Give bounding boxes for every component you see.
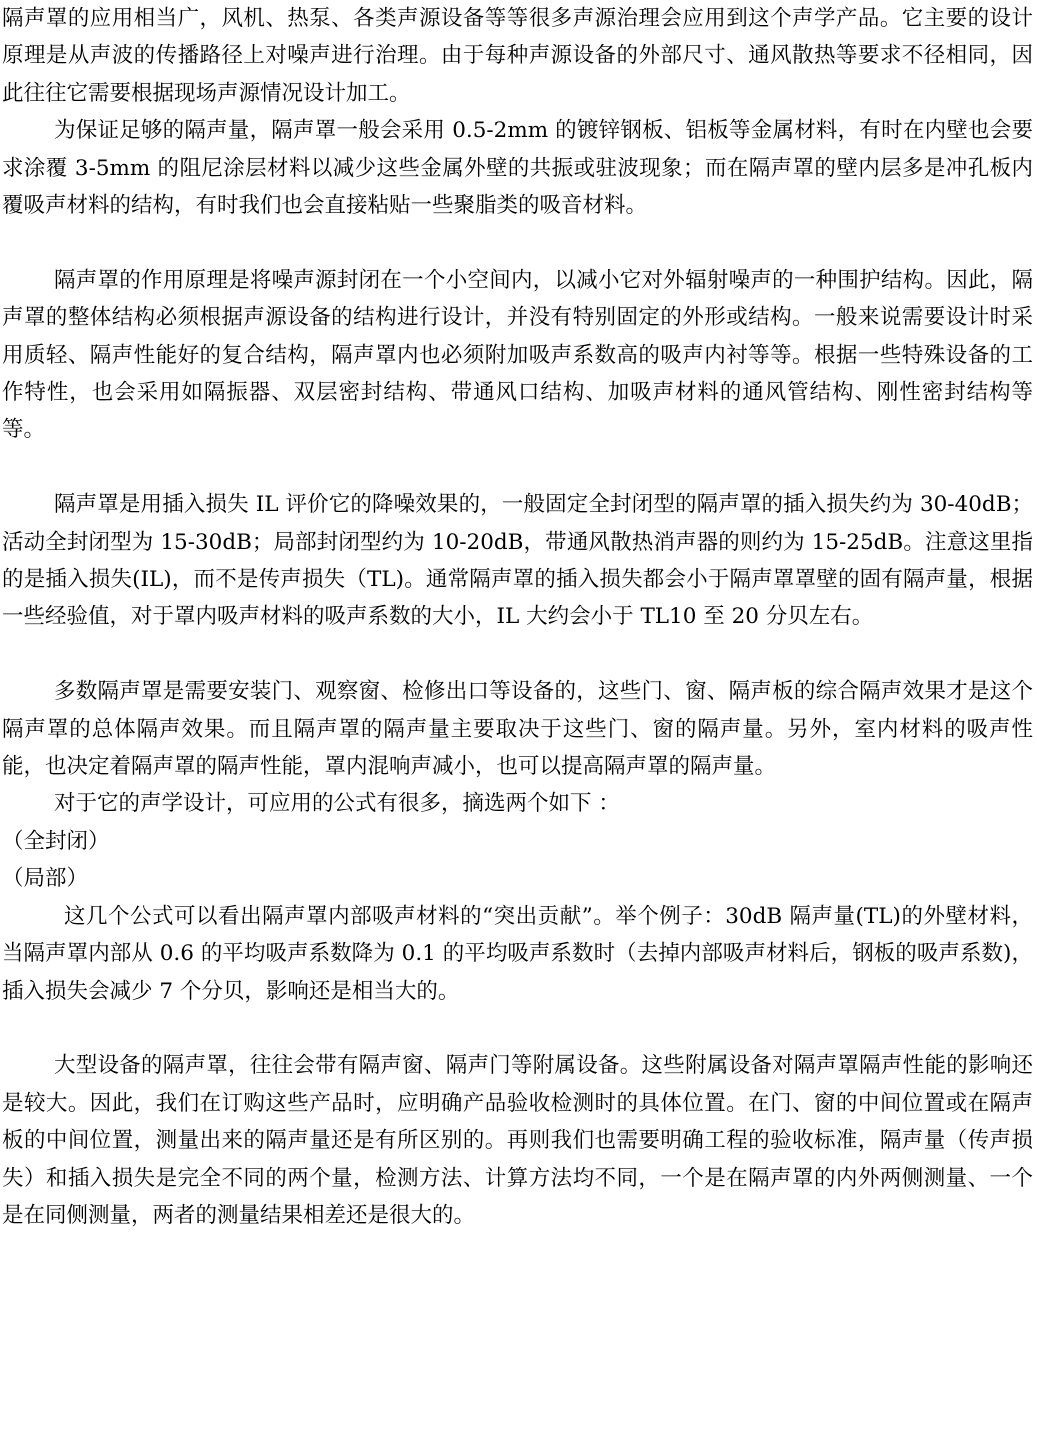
paragraph-spacer — [2, 636, 1033, 673]
paragraph-spacer — [2, 224, 1033, 261]
formula-label-full-enclosure: （全封闭） — [2, 828, 110, 854]
formula-label-partial: （局部） — [2, 866, 89, 892]
paragraph-formula-intro: 对于它的声学设计，可应用的公式有很多，摘选两个如下 ： — [54, 791, 620, 817]
paragraph-insertion-loss: 隔声罩是用插入损失 IL 评价它的降噪效果的，一般固定全封闭型的隔声罩的插入损失约为 30-40dB；活动全封闭型为 15-30dB；局部封闭型约为 10-20dB，带通风散热消声器的则约为 15-25dB。注意这里指的是插入损失(IL)，而不是传声损失（TL)。通常隔声罩的插入损失都会小于隔声罩罩壁的固有隔声量，根据一些经验值，对于罩内吸声材料的吸声系数的大小，IL 大约会小于 TL10 至 20 分贝左右。 — [2, 492, 1033, 630]
paragraph-doors-windows: 多数隔声罩是需要安装门、观察窗、检修出口等设备的，这些门、窗、隔声板的综合隔声效果才是这个隔声罩的总体隔声效果。而且隔声罩的隔声量主要取决于这些门、窗的隔声量。另外，室内材料的吸声性能，也决定着隔声罩的隔声性能，罩内混响声减小，也可以提高隔声罩的隔声量。 — [2, 679, 1033, 780]
paragraph-example: 这几个公式可以看出隔声罩内部吸声材料的“突出贡献”。举个例子：30dB 隔声量(TL)的外壁材料，当隔声罩内部从 0.6 的平均吸声系数降为 0.1 的平均吸声系数时（去掉内部吸声材料后，钢板的吸声系数)，插入损失会减少 7 个分贝，影响还是相当大的。 — [2, 903, 1033, 1004]
paragraph-principle: 隔声罩的作用原理是将噪声源封闭在一个小空间内，以减小它对外辐射噪声的一种围护结构。因此，隔声罩的整体结构必须根据声源设备的结构进行设计，并没有特别固定的外形或结构。一般来说需要设计时采用质轻、隔声性能好的复合结构，隔声罩内也必须附加吸声系数高的吸声内衬等等。根据一些特殊设备的工作特性，也会采用如隔振器、双层密封结构、带通风口结构、加吸声材料的通风管结构、刚性密封结构等等。 — [2, 267, 1033, 443]
paragraph-intro: 隔声罩的应用相当广，风机、热泵、各类声源设备等等很多声源治理会应用到这个声学产品。它主要的设计原理是从声波的传播路径上对噪声进行治理。由于每种声源设备的外部尺寸、通风散热等要求不径相同，因此往往它需要根据现场声源情况设计加工。 — [2, 6, 1033, 106]
paragraph-spacer — [2, 1010, 1033, 1047]
paragraph-acceptance: 大型设备的隔声罩，往往会带有隔声窗、隔声门等附属设备。这些附属设备对隔声罩隔声性能的影响还是较大。因此，我们在订购这些产品时，应明确产品验收检测时的具体位置。在门、窗的中间位置或在隔声板的中间位置，测量出来的隔声量还是有所区别的。再则我们也需要明确工程的验收标准，隔声量（传声损失）和插入损失是完全不同的两个量，检测方法、计算方法均不同，一个是在隔声罩的内外两侧测量、一个是在同侧测量，两者的测量结果相差还是很大的。 — [2, 1053, 1033, 1228]
paragraph-materials: 为保证足够的隔声量，隔声罩一般会采用 0.5-2mm 的镀锌钢板、铝板等金属材料，有时在内壁也会要求涂覆 3-5mm 的阻尼涂层材料以减少这些金属外壁的共振或驻波现象；而在隔声罩的壁内层多是冲孔板内覆吸声材料的结构，有时我们也会直接粘贴一些聚脂类的吸音材料。 — [2, 118, 1033, 219]
paragraph-spacer — [2, 449, 1033, 486]
